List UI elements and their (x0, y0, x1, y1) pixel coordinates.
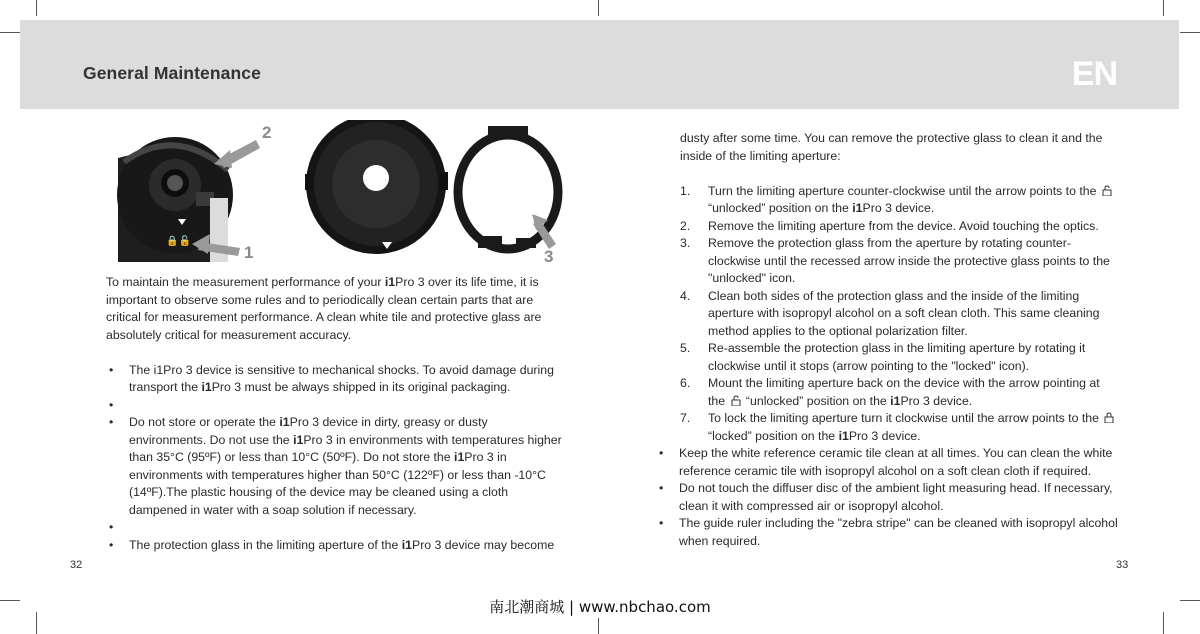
list-item: 1. Turn the limiting aperture counter-clockwise until the arrow points to the “unlocked” position on the i1Pro 3 device. (680, 183, 1118, 218)
cleaning-steps (680, 183, 1118, 446)
list-item: 2. Remove the limiting aperture from the device. Avoid touching the optics. (680, 218, 1099, 233)
figure-label-1: 1 (244, 243, 254, 262)
figure-label-3: 3 (544, 247, 554, 266)
locked-icon (1104, 412, 1114, 423)
list-item: • Do not store or operate the i1Pro 3 device in dirty, greasy or dusty environments. Do not use the i1Pro 3 in environments with temperatures higher than 35°C (95ºF) or less than 10°C (50ºF). Do not store the i1Pro 3 in environments with temperatures higher than 50°C (122ºF) or less than -10°C (14ºF).The plastic housing of the device may be cleaned using a cloth dampened in water with a soap solution if necessary. (106, 414, 564, 519)
figure-label-2: 2 (262, 123, 272, 142)
left-column (106, 274, 564, 554)
aperture-illustrations (100, 120, 570, 270)
crop-mark (598, 0, 599, 16)
left-bullet-list (106, 362, 564, 555)
page-title: General Maintenance (83, 63, 261, 83)
right-column (680, 130, 1118, 550)
list-item: 5. Re-assemble the protection glass in the limiting aperture by rotating it clockwise until it stops (arrow pointing to the "locked" icon). (680, 341, 1086, 373)
continued-paragraph: dusty after some time. You can remove the protective glass to clean it and the inside of the limiting aperture: (680, 131, 1103, 163)
device-aperture-image (117, 137, 233, 262)
header-band (20, 20, 1179, 109)
aperture-figure (100, 120, 570, 270)
list-item: 4. Clean both sides of the protection glass and the inside of the limiting aperture with isopropyl alcohol on a soft clean cloth. This same cleaning method applies to the optional polarization filter. (680, 288, 1100, 338)
crop-mark (36, 0, 37, 16)
intro-paragraph: To maintain the measurement performance of your i1Pro 3 over its life time, it is important to observe some rules and to periodically clean certain parts that are critical for measurement performance. A clean white tile and protective glass are absolutely critical for measurement accuracy. (106, 275, 542, 342)
unlocked-icon (731, 395, 741, 406)
list-item: • Keep the white reference ceramic tile clean at all times. You can clean the white reference ceramic tile with isopropyl alcohol on a soft clean cloth if required. (656, 445, 1118, 480)
page-number-left: 32 (70, 559, 83, 571)
list-item: 6. Mount the limiting aperture back on the device with the arrow pointing at the “unlocked” position on the i1Pro 3 device. (680, 376, 1100, 408)
list-item: • Do not touch the diffuser disc of the ambient light measuring head. If necessary, clean it with compressed air or isopropyl alcohol. (656, 480, 1118, 515)
crop-mark (1180, 32, 1200, 33)
svg-text:🔒🔓: 🔒🔓 (166, 236, 191, 247)
crop-mark (1163, 0, 1164, 16)
list-item: • The guide ruler including the "zebra stripe" can be cleaned with isopropyl alcohol when required. (656, 515, 1118, 550)
right-bullet-list (656, 445, 1118, 550)
list-item: 7. To lock the limiting aperture turn it clockwise until the arrow points to the “locked” position on the i1Pro 3 device. (680, 410, 1118, 445)
crop-mark (598, 618, 599, 634)
list-item: • The protection glass in the limiting aperture of the i1Pro 3 device may become (106, 537, 564, 555)
list-item: • The i1Pro 3 device is sensitive to mechanical shocks. To avoid damage during transport the i1Pro 3 must be always shipped in its original packaging. (106, 362, 564, 397)
language-badge: EN (1071, 55, 1117, 93)
list-item: 3. Remove the protection glass from the aperture by rotating counter-clockwise until the recessed arrow inside the protective glass points to the "unlocked" icon. (680, 236, 1110, 285)
limiting-aperture-image (305, 120, 448, 254)
page-number-right: 33 (1116, 559, 1129, 571)
unlocked-icon (1102, 185, 1112, 196)
callout-arrow-2 (214, 140, 260, 168)
site-footer: 南北潮商城 | www.nbchao.com (489, 598, 711, 616)
crop-mark (0, 32, 20, 33)
